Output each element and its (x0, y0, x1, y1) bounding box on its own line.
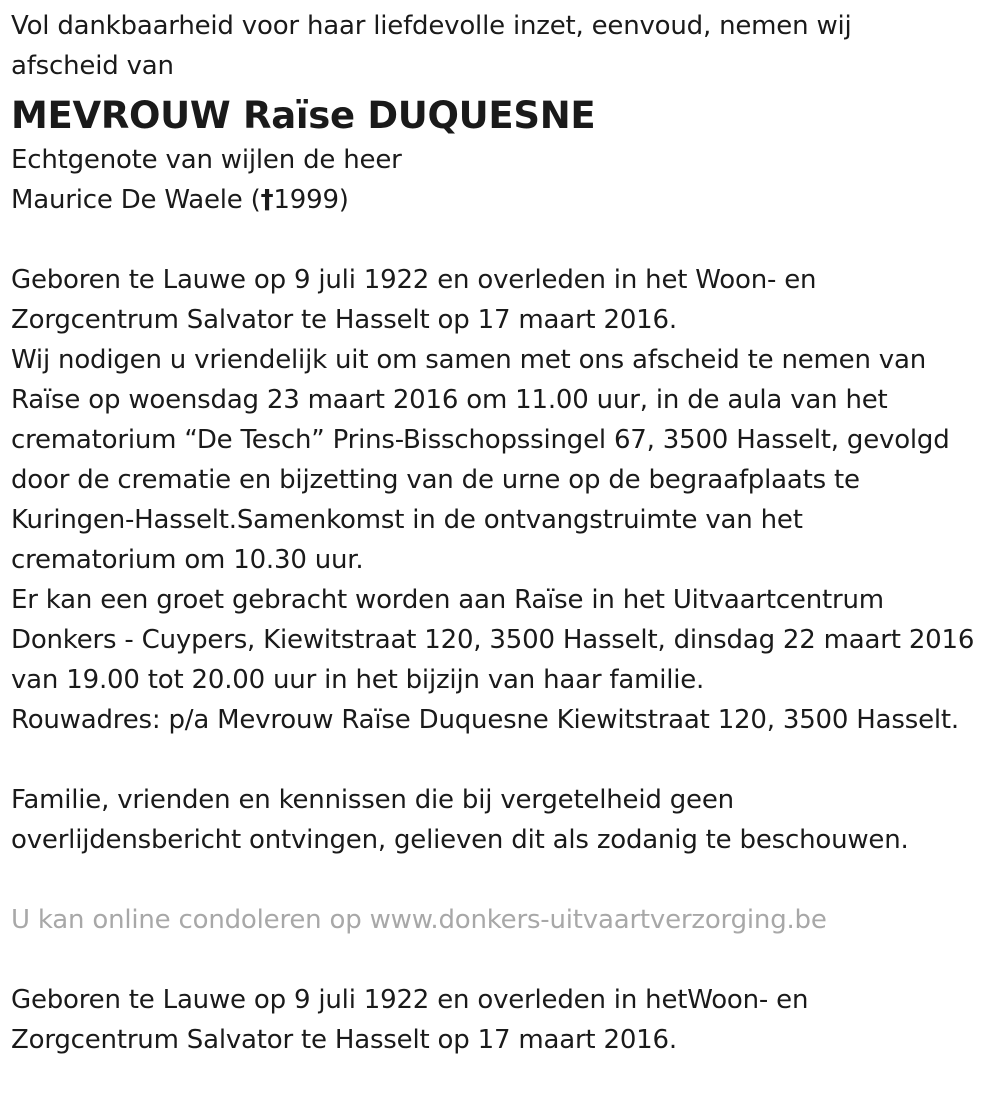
notice-line-1: Familie, vrienden en kennissen die bij vergetelheid geen (11, 785, 734, 815)
obituary-document (11, 0, 996, 1060)
intro-line-2: afscheid van (11, 51, 174, 81)
online-condolence-text: U kan online condoleren op www.donkers-uitvaartverzorging.be (11, 905, 827, 935)
details-line: Wij nodigen u vriendelijk uit om samen met ons afscheid te nemen van (11, 345, 926, 375)
spouse-line-1: Echtgenote van wijlen de heer (11, 145, 402, 175)
footer-line-1: Geboren te Lauwe op 9 juli 1922 en overleden in hetWoon- en (11, 985, 809, 1015)
spacer (11, 940, 996, 980)
spacer (11, 220, 996, 260)
details-line: Zorgcentrum Salvator te Hasselt op 17 maart 2016. (11, 305, 677, 335)
spouse-name-prefix: Maurice De Waele ( (11, 185, 261, 215)
spouse-line-2 (11, 180, 996, 220)
details-line: crematorium om 10.30 uur. (11, 545, 364, 575)
details-line: Kuringen-Hasselt.Samenkomst in de ontvangstruimte van het (11, 505, 803, 535)
details-line: van 19.00 tot 20.00 uur in het bijzijn van haar familie. (11, 665, 705, 695)
cross-icon: † (260, 185, 274, 215)
details-line: Rouwadres: p/a Mevrouw Raïse Duquesne Kiewitstraat 120, 3500 Hasselt. (11, 705, 959, 735)
spacer (11, 740, 996, 780)
details-line: Er kan een groet gebracht worden aan Raïse in het Uitvaartcentrum (11, 585, 884, 615)
details-line: door de crematie en bijzetting van de urne op de begraafplaats te (11, 465, 860, 495)
notice-line-2: overlijdensbericht ontvingen, gelieven dit als zodanig te beschouwen. (11, 825, 909, 855)
spouse-name-suffix: 1999) (273, 185, 349, 215)
deceased-name: MEVROUW Raïse DUQUESNE (11, 94, 596, 137)
footer-line-2: Zorgcentrum Salvator te Hasselt op 17 maart 2016. (11, 1025, 677, 1055)
intro-line-1: Vol dankbaarheid voor haar liefdevolle inzet, eenvoud, nemen wij (11, 11, 852, 41)
details-line: crematorium “De Tesch” Prins-Bisschopssingel 67, 3500 Hasselt, gevolgd (11, 425, 950, 455)
details-line: Raïse op woensdag 23 maart 2016 om 11.00 uur, in de aula van het (11, 385, 888, 415)
details-line: Donkers - Cuypers, Kiewitstraat 120, 3500 Hasselt, dinsdag 22 maart 2016 (11, 625, 975, 655)
spacer (11, 860, 996, 900)
details-line: Geboren te Lauwe op 9 juli 1922 en overleden in het Woon- en (11, 265, 817, 295)
